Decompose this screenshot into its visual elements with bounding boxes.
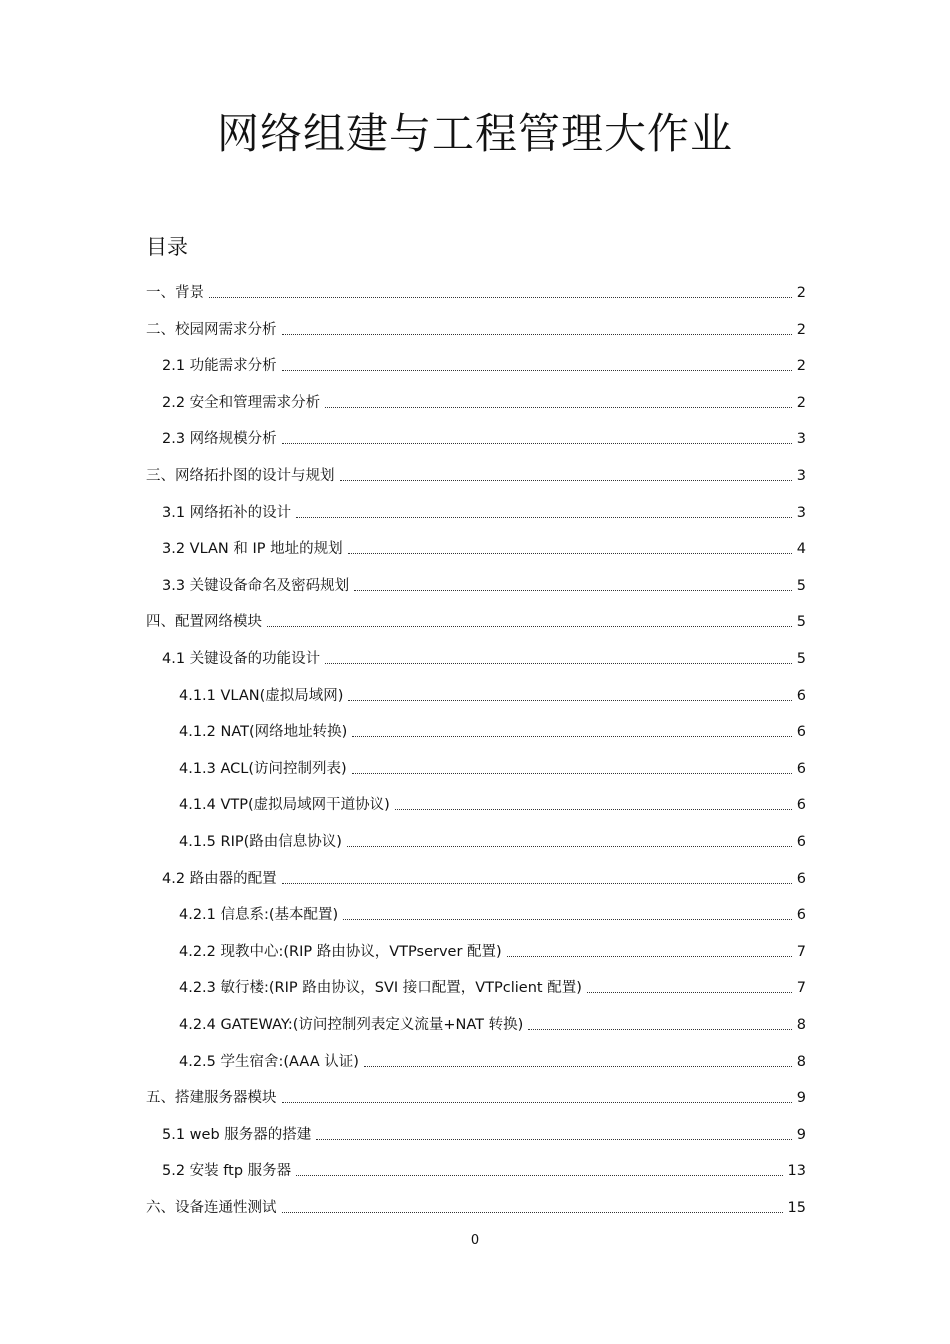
page-number: 0	[470, 1233, 480, 1248]
toc-entry-text: 4.1.3 ACL(访问控制列表)	[179, 761, 347, 777]
toc-dot-leader	[325, 663, 792, 664]
toc-entry-page: 3	[796, 468, 806, 484]
toc-entry-page: 7	[796, 980, 806, 996]
toc-entry[interactable]	[179, 1051, 806, 1073]
toc-entry[interactable]	[162, 428, 806, 450]
toc-entry-page: 9	[796, 1127, 806, 1143]
toc-entry[interactable]	[179, 904, 806, 926]
document-title: 网络组建与工程管理大作业	[216, 109, 733, 158]
toc-entry[interactable]	[162, 392, 806, 414]
toc-dot-leader	[325, 407, 792, 408]
toc-entry-page: 3	[796, 431, 806, 447]
toc-entry-text: 4.1.1 VLAN(虚拟局域网)	[179, 688, 344, 704]
toc-entry-text: 4.2.2 现教中心:(RIP 路由协议，VTPserver 配置)	[179, 944, 502, 960]
toc-dot-leader	[348, 553, 792, 554]
toc-dot-leader	[282, 370, 792, 371]
toc-entry-page: 5	[796, 651, 806, 667]
toc-entry-text: 2.2 安全和管理需求分析	[162, 395, 321, 411]
toc-dot-leader	[364, 1066, 792, 1067]
toc-entry[interactable]	[162, 538, 806, 560]
toc-dot-leader	[347, 846, 792, 847]
toc-entry-page: 8	[796, 1054, 806, 1070]
toc-entry-text: 5.2 安装 ftp 服务器	[162, 1163, 292, 1179]
toc-dot-leader	[282, 443, 792, 444]
toc-entry-page: 6	[796, 688, 806, 704]
toc-entry-text: 4.1.5 RIP(路由信息协议)	[179, 834, 342, 850]
toc-entry-text: 4.2.4 GATEWAY:(访问控制列表定义流量+NAT 转换)	[179, 1017, 524, 1033]
toc-entry-page: 2	[796, 395, 806, 411]
toc-entry-text: 4.2 路由器的配置	[162, 871, 277, 887]
toc-entry-page: 13	[787, 1163, 806, 1179]
toc-dot-leader	[282, 334, 792, 335]
toc-entry-text: 4.1 关键设备的功能设计	[162, 651, 321, 667]
toc-dot-leader	[282, 1102, 792, 1103]
toc-entry[interactable]	[162, 1124, 806, 1146]
toc-dot-leader	[316, 1139, 792, 1140]
toc-entry-page: 7	[796, 944, 806, 960]
toc-entry-page: 3	[796, 505, 806, 521]
toc-entry[interactable]	[162, 502, 806, 524]
toc-dot-leader	[282, 883, 792, 884]
toc-dot-leader	[267, 626, 792, 627]
toc-entry[interactable]	[162, 355, 806, 377]
toc-entry-text: 4.1.2 NAT(网络地址转换)	[179, 724, 348, 740]
toc-entry-page: 6	[796, 761, 806, 777]
toc-entry-page: 5	[796, 578, 806, 594]
toc-entry-text: 3.3 关键设备命名及密码规划	[162, 578, 350, 594]
toc-entry-text: 2.1 功能需求分析	[162, 358, 277, 374]
toc-entry-page: 4	[796, 541, 806, 557]
toc-entry-text: 四、配置网络模块	[146, 614, 262, 630]
toc-dot-leader	[296, 1175, 782, 1176]
toc-entry-text: 3.2 VLAN 和 IP 地址的规划	[162, 541, 343, 557]
toc-entry-text: 4.2.5 学生宿舍:(AAA 认证)	[179, 1054, 359, 1070]
toc-dot-leader	[282, 1212, 783, 1213]
toc-entry[interactable]	[146, 319, 806, 341]
toc-entry-text: 二、校园网需求分析	[146, 322, 277, 338]
toc-entry[interactable]	[146, 1087, 806, 1109]
toc-dot-leader	[587, 992, 792, 993]
toc-entry-page: 6	[796, 871, 806, 887]
toc-entry[interactable]	[146, 465, 806, 487]
toc-dot-leader	[507, 956, 792, 957]
toc-dot-leader	[352, 736, 791, 737]
toc-dot-leader	[395, 809, 792, 810]
toc-entry-page: 2	[796, 358, 806, 374]
toc-entry[interactable]	[179, 1014, 806, 1036]
toc-entry[interactable]	[146, 282, 806, 304]
toc-entry-text: 2.3 网络规模分析	[162, 431, 277, 447]
toc-entry-page: 2	[796, 322, 806, 338]
toc-entry[interactable]	[179, 941, 806, 963]
toc-entry-page: 9	[796, 1090, 806, 1106]
toc-dot-leader	[209, 297, 792, 298]
toc-entry-text: 五、搭建服务器模块	[146, 1090, 277, 1106]
toc-entry-page: 6	[796, 797, 806, 813]
toc-entry-page: 2	[796, 285, 806, 301]
toc-entry[interactable]	[146, 611, 806, 633]
toc-entry-page: 8	[796, 1017, 806, 1033]
toc-entry-text: 5.1 web 服务器的搭建	[162, 1127, 312, 1143]
toc-entry-page: 6	[796, 834, 806, 850]
toc-entry[interactable]	[179, 685, 806, 707]
toc-entry-text: 4.1.4 VTP(虚拟局域网干道协议)	[179, 797, 390, 813]
toc-entry-page: 15	[787, 1200, 806, 1216]
toc-entry-page: 5	[796, 614, 806, 630]
toc-dot-leader	[528, 1029, 791, 1030]
toc-entry[interactable]	[179, 721, 806, 743]
toc-entry[interactable]	[162, 648, 806, 670]
toc-entry-text: 4.2.3 敏行楼:(RIP 路由协议，SVI 接口配置，VTPclient 配置)	[179, 980, 582, 996]
toc-dot-leader	[296, 517, 792, 518]
toc-entry-text: 4.2.1 信息系:(基本配置)	[179, 907, 339, 923]
toc-entry[interactable]	[162, 868, 806, 890]
toc-entry[interactable]	[146, 1197, 806, 1219]
toc-entry[interactable]	[179, 758, 806, 780]
toc-dot-leader	[354, 590, 792, 591]
toc-entry-text: 三、网络拓扑图的设计与规划	[146, 468, 335, 484]
toc-entry[interactable]	[179, 831, 806, 853]
toc-entry[interactable]	[162, 1160, 806, 1182]
toc-dot-leader	[343, 919, 792, 920]
toc-entry[interactable]	[179, 977, 806, 999]
toc-dot-leader	[340, 480, 792, 481]
toc-entry-page: 6	[796, 724, 806, 740]
toc-entry-text: 一、背景	[146, 285, 204, 301]
toc-dot-leader	[352, 773, 792, 774]
toc-entry[interactable]	[179, 794, 806, 816]
toc-dot-leader	[348, 700, 791, 701]
toc-entry-text: 3.1 网络拓补的设计	[162, 505, 292, 521]
toc-entry[interactable]	[162, 575, 806, 597]
toc-entry-text: 六、设备连通性测试	[146, 1200, 277, 1216]
toc-heading: 目录	[146, 235, 188, 259]
toc-entry-page: 6	[796, 907, 806, 923]
